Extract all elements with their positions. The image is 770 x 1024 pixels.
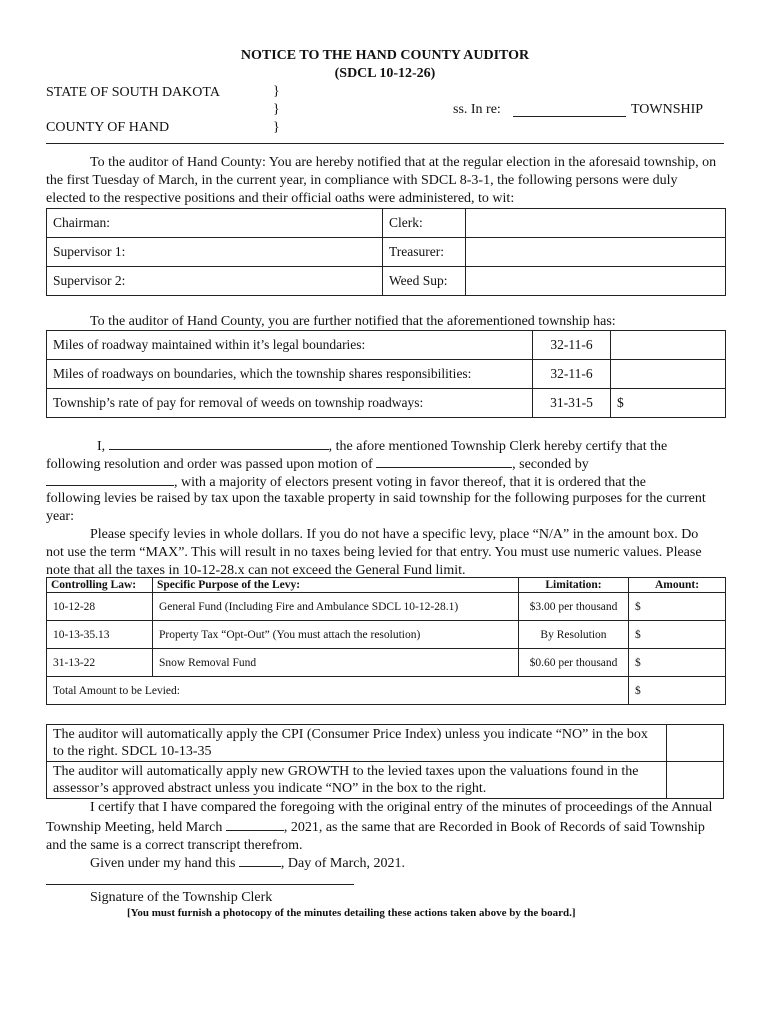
supervisor2-label: Supervisor 2:: [47, 267, 137, 296]
seconded-by-field[interactable]: [46, 472, 174, 486]
table-row: [47, 593, 726, 621]
county-label: COUNTY OF HAND: [46, 120, 170, 135]
weed-sup-field[interactable]: [466, 267, 726, 296]
levy-purpose: Property Tax “Opt-Out” (You must attach the resolution): [153, 621, 519, 649]
levy-limit: $3.00 per thousand: [519, 593, 629, 621]
state-label: STATE OF SOUTH DAKOTA: [46, 85, 220, 100]
form-title: NOTICE TO THE HAND COUNTY AUDITOR: [240, 48, 530, 63]
levy-purpose: General Fund (Including Fire and Ambulance SDCL 10-12-28.1): [153, 593, 519, 621]
i-label: I,: [97, 439, 106, 454]
chairman-field[interactable]: [137, 209, 383, 238]
roadway-law: 32-11-6: [533, 331, 611, 360]
growth-no-box[interactable]: [667, 762, 724, 799]
roadway-table: [46, 330, 726, 418]
roadway-label: Township’s rate of pay for removal of weeds on township roadways:: [47, 389, 533, 418]
levy-amount-field[interactable]: $: [629, 593, 726, 621]
roadway-row: [47, 331, 726, 360]
officers-row: [47, 209, 726, 238]
given-text-end: , Day of March, 2021.: [280, 856, 405, 871]
levy-amount-field[interactable]: $: [629, 649, 726, 677]
roadway-law: 32-11-6: [533, 360, 611, 389]
header-law: Controlling Law:: [47, 578, 153, 593]
roadway-label: Miles of roadway maintained within it’s legal boundaries:: [47, 331, 533, 360]
officers-row: [47, 238, 726, 267]
weed-sup-label: Weed Sup:: [383, 267, 466, 296]
chairman-label: Chairman:: [47, 209, 137, 238]
weed-pay-field[interactable]: $: [611, 389, 726, 418]
township-label: TOWNSHIP: [631, 102, 704, 117]
levy-law: 10-13-35.13: [47, 621, 153, 649]
footnote: [You must furnish a photocopy of the minutes detailing these actions taken above by the board.]: [127, 907, 576, 919]
compare-paragraph: [46, 799, 718, 855]
given-text-start: Given under my hand this: [90, 856, 236, 871]
clerk-label: Clerk:: [383, 209, 466, 238]
treasurer-label: Treasurer:: [383, 238, 466, 267]
roadway-law: 31-31-5: [533, 389, 611, 418]
total-label: Total Amount to be Levied:: [47, 677, 629, 705]
certify-line3: , with a majority of electors present voting in favor thereof, that it is ordered that the: [174, 475, 646, 490]
motion-by-field[interactable]: [376, 454, 512, 468]
roadway-value-field[interactable]: [611, 331, 726, 360]
levy-amount-field[interactable]: $: [629, 621, 726, 649]
notice2-text: To the auditor of Hand County, you are further notified that the aforementioned township has:: [90, 314, 616, 329]
brace-3: }: [273, 120, 280, 135]
total-amount-field[interactable]: $: [629, 677, 726, 705]
total-row: [47, 677, 726, 705]
officers-table: [46, 208, 726, 296]
header-limitation: Limitation:: [519, 578, 629, 593]
meeting-date-field[interactable]: [226, 817, 284, 831]
header-amount: Amount:: [629, 578, 726, 593]
levy-purpose: Snow Removal Fund: [153, 649, 519, 677]
certify-line2-end: , seconded by: [512, 457, 589, 472]
officers-row: [47, 267, 726, 296]
header-purpose: Specific Purpose of the Levy:: [153, 578, 519, 593]
compare-text-start: I certify that I have compared the foregoing with the original entry of the minutes of proceedings of the Annual Township Meeting, held March: [46, 800, 713, 835]
treasurer-field[interactable]: [466, 238, 726, 267]
levy-limit: By Resolution: [519, 621, 629, 649]
levy-instructions: Please specify levies in whole dollars. If you do not have a specific levy, place “N/A” in the amount box. Do not use the term “MAX”. This will result in no taxes being levied for that entry. You must use numeric values. Please note that all the taxes in 10-12-28.x can not exceed the General Fund limit.: [46, 527, 702, 578]
roadway-row: [47, 389, 726, 418]
compare-text-end: , 2021, as the same that are Recorded in Book of Records of said Township and the same is a correct transcript therefrom.: [46, 820, 705, 853]
levy-header-row: [47, 578, 726, 593]
levy-table: [46, 577, 726, 705]
supervisor1-label: Supervisor 1:: [47, 238, 137, 267]
roadway-label: Miles of roadways on boundaries, which the township shares responsibilities:: [47, 360, 533, 389]
cpi-row: [47, 725, 724, 762]
growth-text: The auditor will automatically apply new GROWTH to the levied taxes upon the valuations found in the assessor’s approved abstract unless you indicate “NO” in the box to the right.: [47, 762, 667, 799]
levy-limit: $0.60 per thousand: [519, 649, 629, 677]
certify-line4: following levies be raised by tax upon the taxable property in said township for the following purposes for the current year:: [46, 491, 706, 524]
table-row: [47, 649, 726, 677]
clerk-name-field[interactable]: [109, 436, 329, 450]
supervisor2-field[interactable]: [137, 267, 383, 296]
divider: [46, 143, 724, 144]
cpi-text: The auditor will automatically apply the CPI (Consumer Price Index) unless you indicate “NO” in the box to the right. SDCL 10-13-35: [47, 725, 667, 762]
signature-label: Signature of the Township Clerk: [90, 890, 273, 905]
supervisor1-field[interactable]: [137, 238, 383, 267]
cpi-growth-table: [46, 724, 724, 799]
in-re-label: ss. In re:: [453, 102, 501, 117]
growth-row: [47, 762, 724, 799]
clerk-field[interactable]: [466, 209, 726, 238]
cpi-no-box[interactable]: [667, 725, 724, 762]
table-row: [47, 621, 726, 649]
levy-law: 31-13-22: [47, 649, 153, 677]
brace-1: }: [273, 84, 280, 99]
form-subtitle: (SDCL 10-12-26): [334, 66, 436, 81]
certify-line1: , the afore mentioned Township Clerk hereby certify that the: [328, 439, 668, 454]
given-day-field[interactable]: [239, 853, 281, 867]
township-name-field[interactable]: [513, 103, 626, 117]
signature-line[interactable]: [46, 884, 354, 885]
levy-law: 10-12-28: [47, 593, 153, 621]
roadway-value-field[interactable]: [611, 360, 726, 389]
certify-line2-start: following resolution and order was passed upon motion of: [46, 457, 373, 472]
roadway-row: [47, 360, 726, 389]
intro-paragraph: To the auditor of Hand County: You are hereby notified that at the regular election in the aforesaid township, on the first Tuesday of March, in the current year, in compliance with SDCL 8-3-1, the following persons were duly elected to the respective positions and their official oaths were administered, to wit:: [46, 155, 717, 206]
brace-2: }: [273, 102, 280, 117]
